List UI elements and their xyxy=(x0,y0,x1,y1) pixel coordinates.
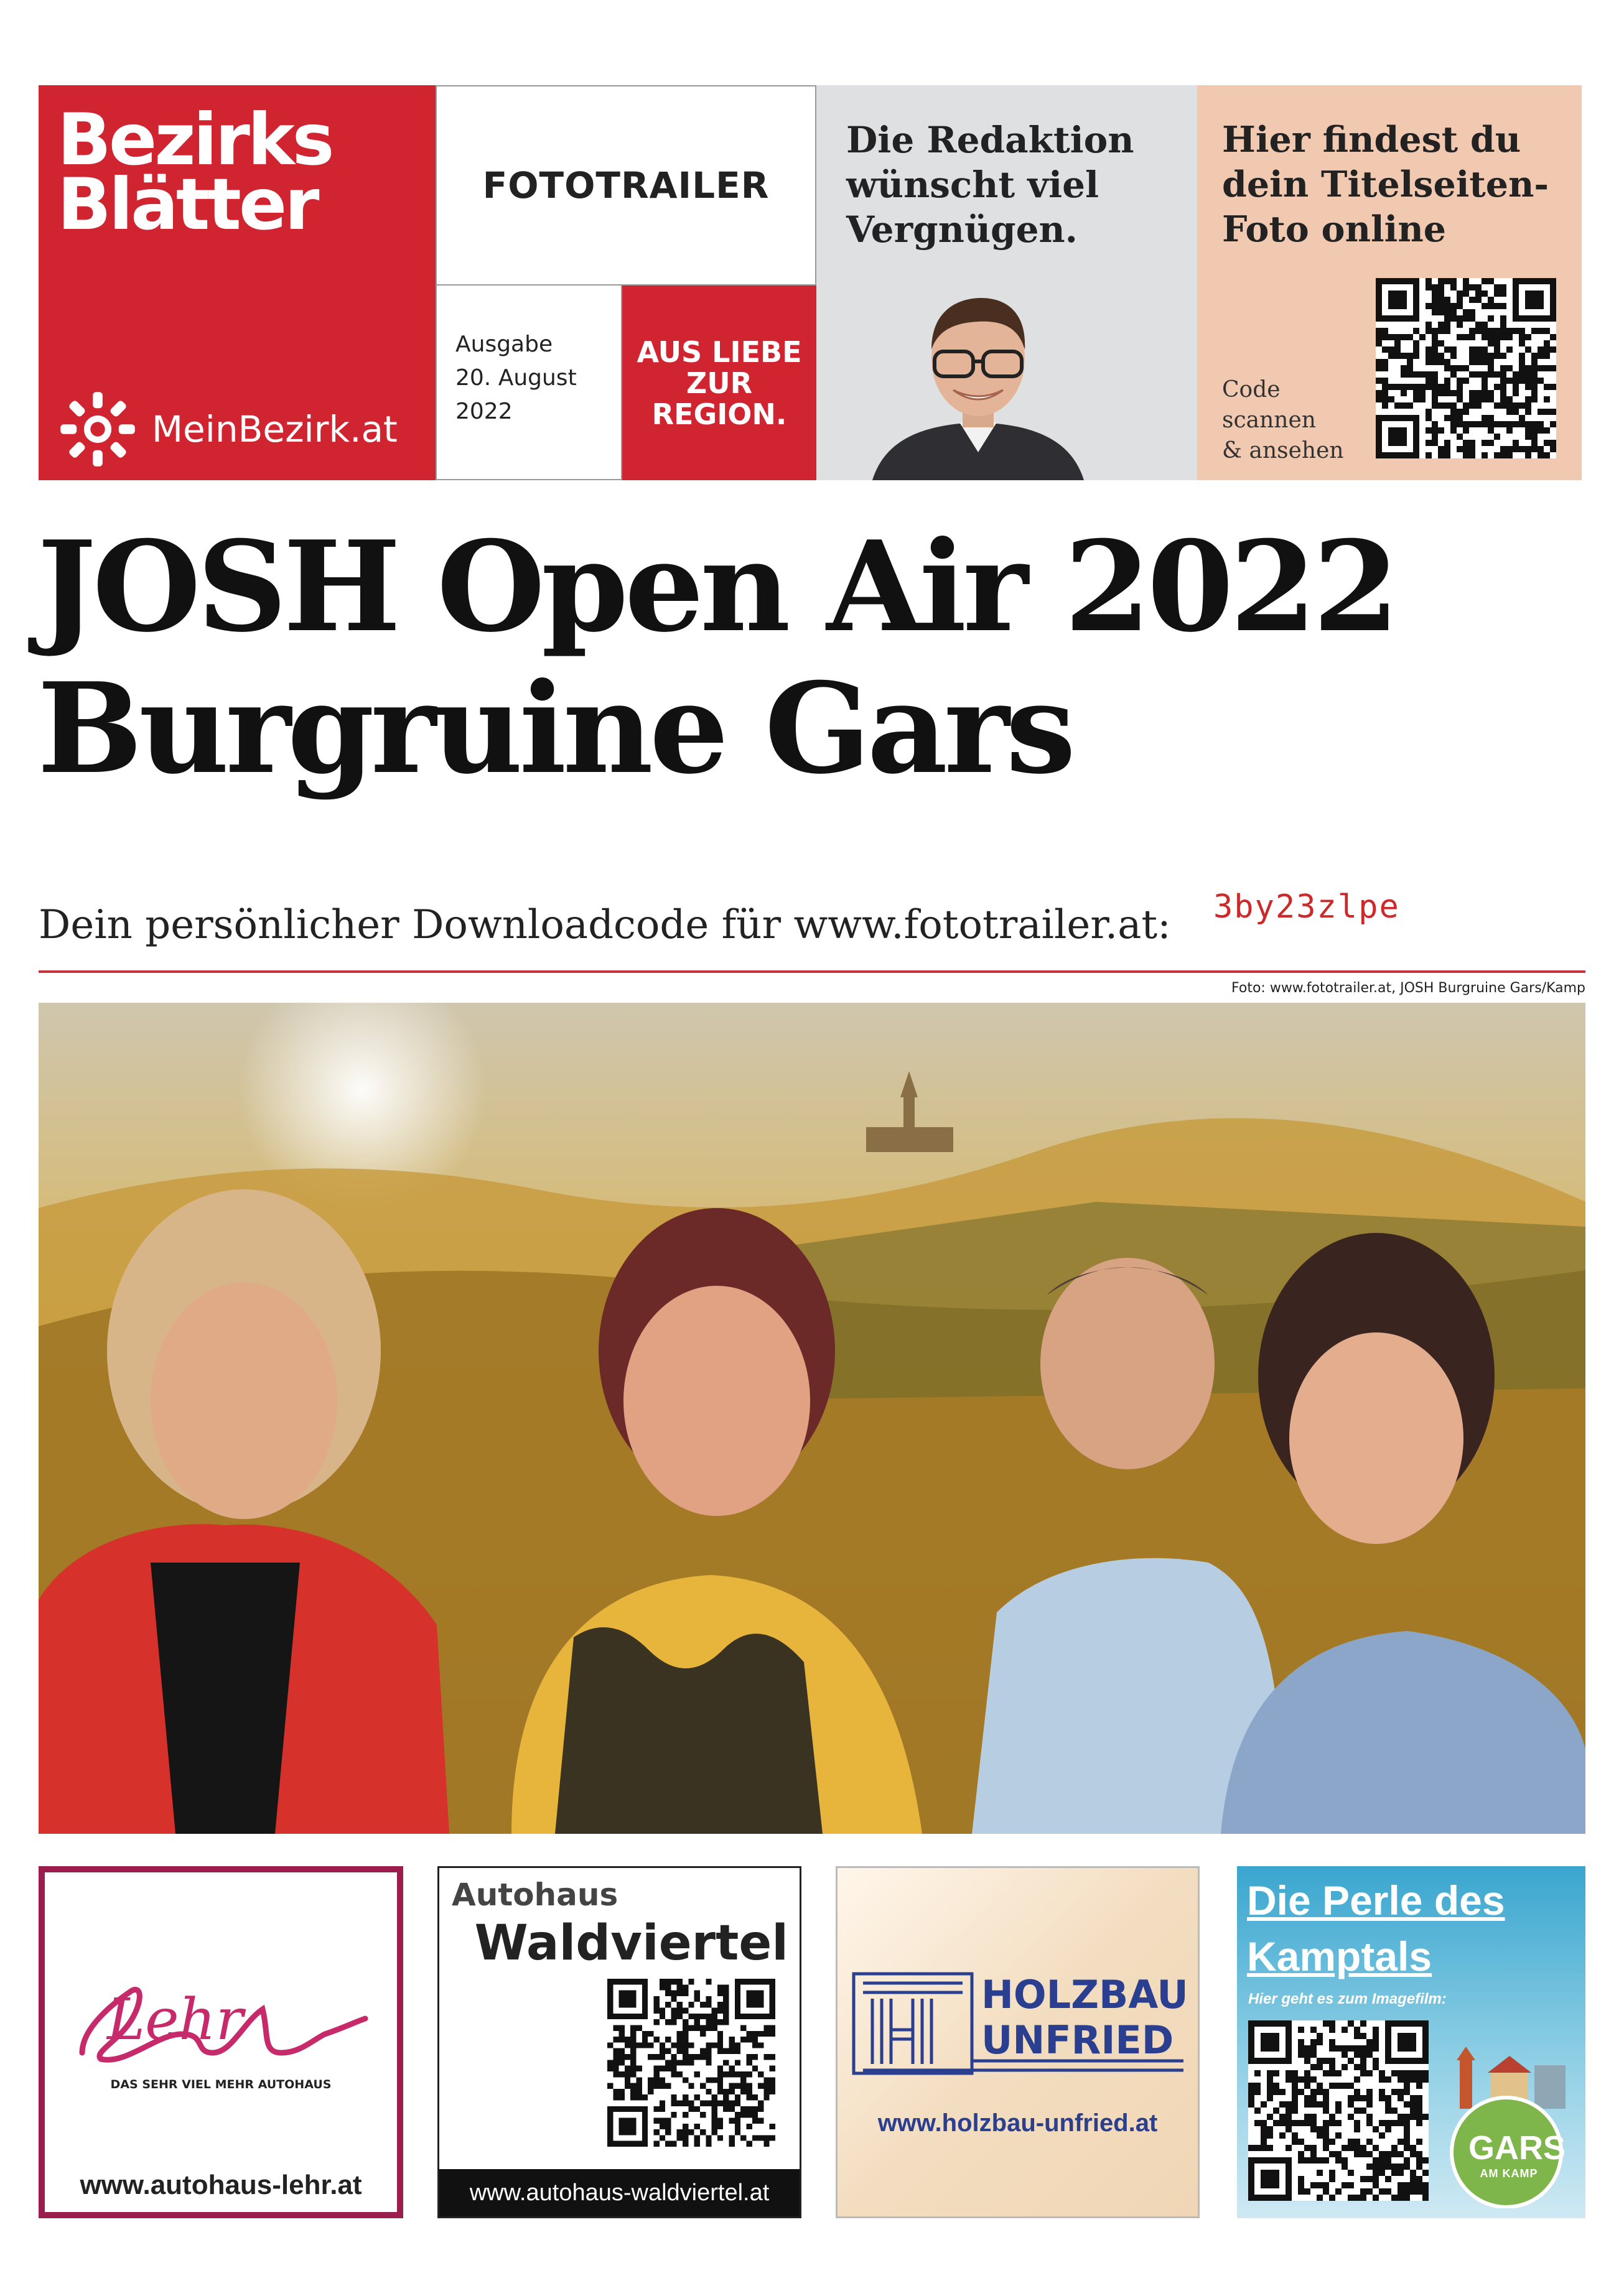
holzbau-line-1: HOLZBAU xyxy=(981,1972,1188,2017)
ad-holzbau-unfried[interactable] xyxy=(836,1866,1200,2218)
sun-logo-icon xyxy=(57,389,138,470)
slogan-line-1: AUS LIEBE xyxy=(637,335,802,369)
ad-autohaus-waldviertel[interactable] xyxy=(437,1866,801,2218)
issue-label: Ausgabe xyxy=(455,332,553,357)
scan-instruction xyxy=(1222,374,1344,466)
gars-subtitle: Hier geht es zum Imagefilm: xyxy=(1248,1991,1447,2007)
group-photo xyxy=(39,1003,1585,1834)
online-photo-panel xyxy=(1197,85,1582,480)
editorial-greeting xyxy=(816,85,1197,480)
scan-line-3: & ansehen xyxy=(1222,438,1344,463)
slogan-badge xyxy=(622,286,816,480)
headline xyxy=(37,516,1593,800)
scan-line-1: Code xyxy=(1222,377,1281,402)
slogan-line-2: ZUR xyxy=(686,366,753,400)
headline-line-1: JOSH Open Air 2022 xyxy=(37,514,1396,660)
slogan-line-3: REGION. xyxy=(651,397,787,431)
logo-wordmark xyxy=(57,98,332,246)
masthead xyxy=(39,85,1582,480)
lehr-url-link[interactable]: www.autohaus-lehr.at xyxy=(80,2170,362,2200)
online-line-1: Hier findest du xyxy=(1222,119,1521,160)
issue-year: 2022 xyxy=(455,399,513,424)
editorial-text xyxy=(846,118,1134,252)
bezirksblaetter-logo[interactable] xyxy=(39,85,436,480)
gars-town-badge-icon xyxy=(1435,2047,1578,2208)
meinbezirk-brand xyxy=(57,389,398,470)
logo-line-1: Bezirks xyxy=(57,98,332,181)
lehr-logo-text: Lehr xyxy=(107,1986,243,2053)
qr-code-icon[interactable] xyxy=(1373,278,1559,458)
logo-line-2: Blätter xyxy=(57,163,317,246)
logo-site-text: MeinBezirk.at xyxy=(152,408,398,450)
holzbau-logo xyxy=(847,1955,1190,2080)
gars-badge-subtext: AM KAMP xyxy=(1480,2167,1538,2180)
gars-qr-code-icon[interactable] xyxy=(1248,2020,1429,2201)
download-code[interactable]: 3by23zlpe xyxy=(1213,888,1400,926)
section-label xyxy=(436,85,816,286)
gars-badge-text: GARS xyxy=(1468,2129,1566,2167)
editorial-line-3: Vergnügen. xyxy=(846,208,1078,251)
gars-line-1: Die Perle des xyxy=(1247,1877,1505,1923)
holzbau-line-2: UNFRIED xyxy=(981,2017,1174,2063)
holzbau-url-link[interactable]: www.holzbau-unfried.at xyxy=(877,2109,1158,2137)
editorial-line-1: Die Redaktion xyxy=(846,119,1134,161)
issue-date: 20. August xyxy=(455,365,577,391)
waldviertel-line-1: Autohaus xyxy=(452,1877,618,1913)
gars-line-2: Kamptals xyxy=(1247,1933,1432,1979)
ad-gars-am-kamp[interactable] xyxy=(1237,1866,1585,2218)
waldviertel-url-link[interactable]: www.autohaus-waldviertel.at xyxy=(439,2169,800,2216)
issue-info xyxy=(436,286,622,480)
ad-autohaus-lehr[interactable] xyxy=(39,1866,403,2218)
online-text xyxy=(1222,118,1549,252)
lehr-tagline: DAS SEHR VIEL MEHR AUTOHAUS xyxy=(110,2078,332,2091)
download-code-label: Dein persönlicher Downloadcode für www.fototrailer.at: xyxy=(39,902,1171,948)
editorial-line-2: wünscht viel xyxy=(846,164,1099,206)
scan-line-2: scannen xyxy=(1222,407,1316,433)
online-line-3: Foto online xyxy=(1222,208,1447,250)
waldviertel-qr-code-icon[interactable] xyxy=(607,1979,775,2147)
editor-portrait xyxy=(860,284,1096,480)
waldviertel-line-2: Waldviertel xyxy=(474,1915,788,1971)
divider-line xyxy=(39,970,1585,973)
online-line-2: dein Titelseiten- xyxy=(1222,164,1549,205)
lehr-script-logo xyxy=(57,1966,368,2071)
headline-line-2: Burgruine Gars xyxy=(37,656,1073,802)
section-title: FOTOTRAILER xyxy=(482,164,770,207)
photo-credit: Foto: www.fototrailer.at, JOSH Burgruine Gars/Kamp xyxy=(1231,980,1585,996)
gars-headline xyxy=(1247,1872,1505,1984)
